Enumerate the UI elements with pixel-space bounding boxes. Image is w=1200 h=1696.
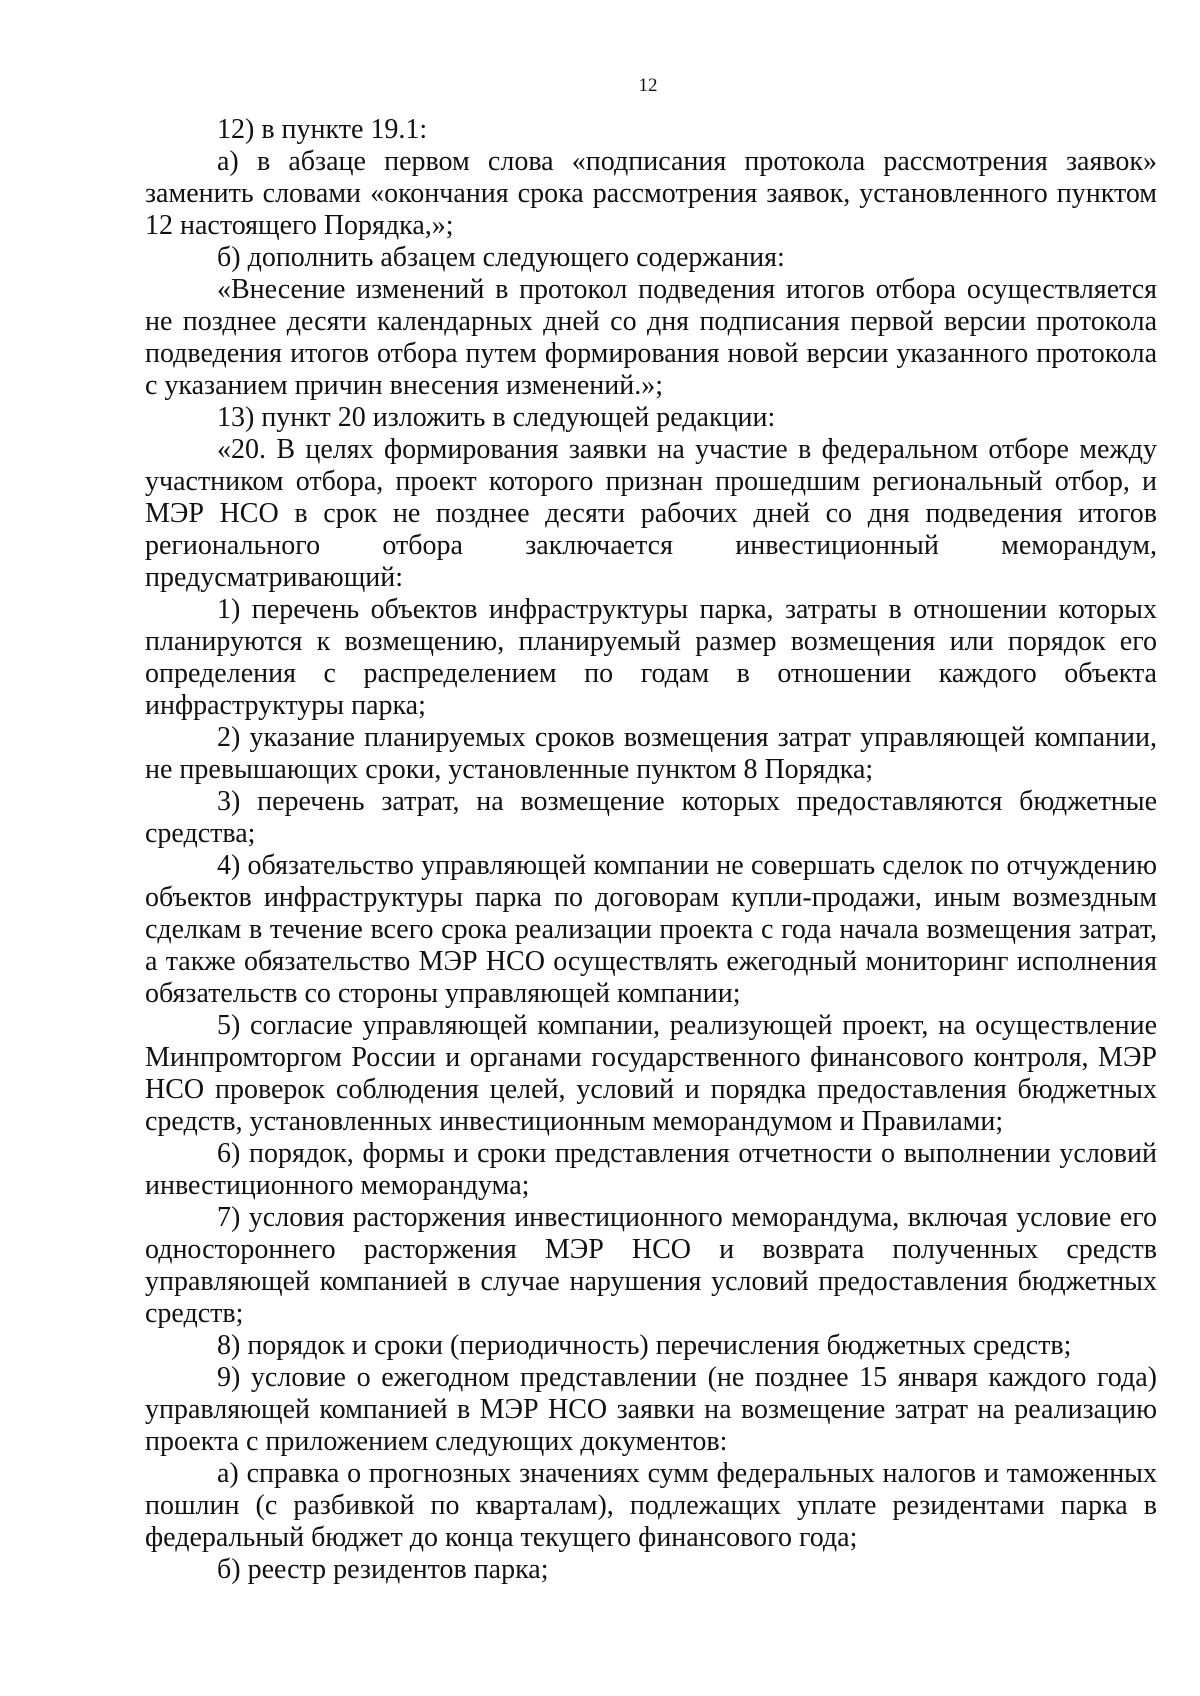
document-body [145,114,1157,1586]
paragraph-12-point-19-1: 12) в пункте 19.1: [217,114,428,145]
paragraph-20-intro: «20. В целях формирования заявки на участие в федеральном отборе между участником отбора, проект которого признан прошедшим региональный отбор, и МЭР НСО в срок не позднее десяти рабочих дней со дня подведения итогов регионального отбора заключается инвестиционный меморандум, предусматривающий: [145,434,1157,593]
paragraph-item-2: 2) указание планируемых сроков возмещения затрат управляющей компании, не превышающих сроки, установленные пунктом 8 Порядка; [145,722,1157,785]
paragraph-item-9: 9) условие о ежегодном представлении (не позднее 15 января каждого года) управляющей компанией в МЭР НСО заявки на возмещение затрат на реализацию проекта с приложением следующих документов: [145,1362,1157,1457]
paragraph-12b: б) дополнить абзацем следующего содержания: [217,242,785,273]
paragraph-item-9b: б) реестр резидентов парка; [217,1554,549,1585]
paragraph-item-7: 7) условия расторжения инвестиционного меморандума, включая условие его одностороннего расторжения МЭР НСО и возврата полученных средств управляющей компанией в случае нарушения условий предоставления бюджетных средств; [145,1202,1157,1329]
paragraph-item-9a: а) справка о прогнозных значениях сумм федеральных налогов и таможенных пошлин (с разбивкой по кварталам), подлежащих уплате резидентами парка в федеральный бюджет до конца текущего финансового года; [145,1458,1157,1553]
paragraph-13-point-20: 13) пункт 20 изложить в следующей редакции: [217,402,776,433]
paragraph-item-5: 5) согласие управляющей компании, реализующей проект, на осуществление Минпромторгом России и органами государственного финансового контроля, МЭР НСО проверок соблюдения целей, условий и порядка предоставления бюджетных средств, установленных инвестиционным меморандумом и Правилами; [145,1010,1157,1137]
page-number: 12 [638,75,658,96]
paragraph-12a: а) в абзаце первом слова «подписания протокола рассмотрения заявок» заменить словами «окончания срока рассмотрения заявок, установленного пунктом 12 настоящего Порядка,»; [145,146,1157,241]
paragraph-item-8: 8) порядок и сроки (периодичность) перечисления бюджетных средств; [217,1330,1072,1361]
paragraph-item-6: 6) порядок, формы и сроки представления отчетности о выполнении условий инвестиционного меморандума; [145,1138,1157,1201]
paragraph-item-1: 1) перечень объектов инфраструктуры парка, затраты в отношении которых планируются к возмещению, планируемый размер возмещения или порядок его определения с распределением по годам в отношении каждого объекта инфраструктуры парка; [145,594,1157,721]
paragraph-item-4: 4) обязательство управляющей компании не совершать сделок по отчуждению объектов инфраструктуры парка по договорам купли-продажи, иным возмездным сделкам в течение всего срока реализации проекта с года начала возмещения затрат, а также обязательство МЭР НСО осуществлять ежегодный мониторинг исполнения обязательств со стороны управляющей компании; [145,850,1157,1009]
paragraph-item-3: 3) перечень затрат, на возмещение которых предоставляются бюджетные средства; [145,786,1157,849]
paragraph-12b-quote: «Внесение изменений в протокол подведения итогов отбора осуществляется не позднее десяти календарных дней со дня подписания первой версии протокола подведения итогов отбора путем формирования новой версии указанного протокола с указанием причин внесения изменений.»; [145,274,1157,401]
